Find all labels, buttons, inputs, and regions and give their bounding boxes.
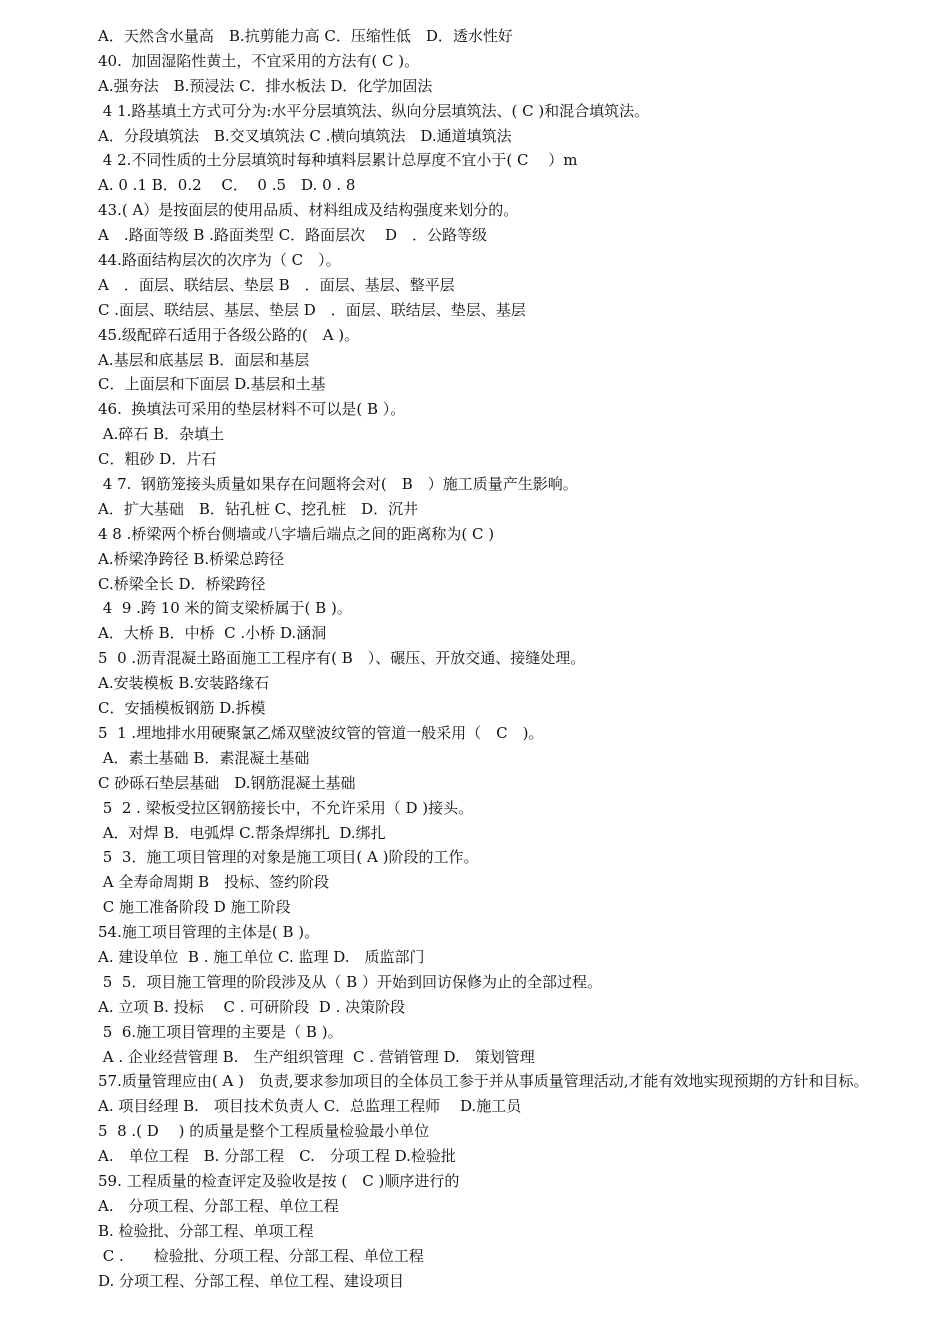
question-40: 40. 加固湿陷性黄土，不宜采用的方法有( C )。 xyxy=(98,51,420,70)
options-49: A．大桥 B．中桥 C .小桥 D.涵洞 xyxy=(98,624,327,643)
options-42: A. 0 .1 B．0.2 C． 0 .5 D. 0 . 8 xyxy=(98,176,356,195)
question-52: 5 2 . 梁板受拉区钢筋接长中，不允许采用（ D )接头。 xyxy=(98,798,474,817)
options-51-a: A．素土基础 B．素混凝土基础 xyxy=(98,748,310,767)
options-50-b: C．安插模板钢筋 D.拆模 xyxy=(98,699,266,718)
question-46: 46. 换填法可采用的垫层材料不可以是( B ）。 xyxy=(98,400,406,419)
question-44: 44.路面结构层次的次序为（ C ）。 xyxy=(98,251,341,270)
question-56: 5 6.施工项目管理的主要是（ B )。 xyxy=(98,1022,343,1041)
question-58: 5 8 .( D ) 的质量是整个工程质量检验最小单位 xyxy=(98,1122,430,1141)
question-50: 5 0 .沥青混凝土路面施工工程序有( B ）、碾压、开放交通、接缝处理。 xyxy=(98,649,586,668)
options-47: A．扩大基础 B．钻孔桩 C、挖孔桩 D．沉井 xyxy=(98,499,419,518)
options-44-a: A ．面层、联结层、垫层 B ．面层、基层、整平层 xyxy=(98,275,455,294)
question-45: 45.级配碎石适用于各级公路的( A )。 xyxy=(98,325,360,344)
question-59: 59. 工程质量的检查评定及验收是按 ( C )顺序进行的 xyxy=(98,1171,460,1190)
exam-question-list xyxy=(98,24,903,1293)
options-45-b: C．上面层和下面层 D.基层和土基 xyxy=(98,375,326,394)
options-56: A . 企业经营管理 B. 生产组织管理 C . 营销管理 D. 策划管理 xyxy=(98,1047,535,1066)
options-59-b: B. 检验批、分部工程、单项工程 xyxy=(98,1221,314,1240)
options-58: A. 单位工程 B. 分部工程 C. 分项工程 D.检验批 xyxy=(98,1147,456,1166)
options-44-b: C .面层、联结层、基层、垫层 D ．面层、联结层、垫层、基层 xyxy=(98,300,526,319)
question-51: 5 1 .埋地排水用硬聚氯乙烯双壁波纹管的管道一般采用（ C )。 xyxy=(98,723,544,742)
options-57: A. 项目经理 B. 项目技术负责人 C．总监理工程师 D.施工员 xyxy=(98,1097,522,1116)
question-42: 4 2.不同性质的土分层填筑时每种填料层累计总厚度不宜小于( C ）m xyxy=(98,151,578,170)
options-43: A .路面等级 B .路面类型 C．路面层次 D ．公路等级 xyxy=(98,226,487,245)
question-53: 5 3．施工项目管理的对象是施工项目( A )阶段的工作。 xyxy=(98,848,479,867)
options-46-a: A.碎石 B．杂填土 xyxy=(98,425,225,444)
question-54: 54.施工项目管理的主体是( B )。 xyxy=(98,923,320,942)
question-47: 4 7. 钢筋笼接头质量如果存在问题将会对( B ）施工质量产生影响。 xyxy=(98,475,578,494)
options-48-a: A.桥梁净跨径 B.桥梁总跨径 xyxy=(98,549,285,568)
options-51-b: C 砂砾石垫层基础 D.钢筋混凝土基础 xyxy=(98,773,356,792)
text-line: A．天然含水量高 B.抗剪能力高 C．压缩性低 D．透水性好 xyxy=(98,27,513,45)
options-48-b: C.桥梁全长 D．桥梁跨径 xyxy=(98,574,266,593)
options-53-a: A 全寿命周期 B 投标、签约阶段 xyxy=(98,873,330,892)
question-49: 4 9 .跨 10 米的简支梁桥属于( B )。 xyxy=(98,599,352,618)
options-50-a: A.安装模板 B.安装路缘石 xyxy=(98,674,270,693)
question-55: 5 5．项目施工管理的阶段涉及从（ B ）开始到回访保修为止的全部过程。 xyxy=(98,972,602,991)
options-46-b: C．粗砂 D．片石 xyxy=(98,450,217,469)
options-40: A.强夯法 B.预浸法 C．排水板法 D．化学加固法 xyxy=(98,76,433,95)
options-45-a: A.基层和底基层 B．面层和基层 xyxy=(98,350,310,369)
question-41: 4 1.路基填土方式可分为:水平分层填筑法、纵向分层填筑法、( C )和混合填筑法。 xyxy=(98,101,650,120)
question-57: 57.质量管理应由( A ) 负责,要求参加项目的全体员工参于并从事质量管理活动,才能有效地实现预期的方针和目标。 xyxy=(98,1072,869,1091)
options-41: A．分段填筑法 B.交叉填筑法 C .横向填筑法 D.通道填筑法 xyxy=(98,126,512,145)
question-43: 43.( A）是按面层的使用品质、材料组成及结构强度来划分的。 xyxy=(98,201,519,220)
question-48: 4 8 .桥梁两个桥台侧墙或八字墙后端点之间的距离称为( C ) xyxy=(98,524,495,543)
options-54: A. 建设单位 B . 施工单位 C. 监理 D. 质监部门 xyxy=(98,947,425,966)
options-53-b: C 施工准备阶段 D 施工阶段 xyxy=(98,898,291,917)
options-59-d: D. 分项工程、分部工程、单位工程、建设项目 xyxy=(98,1271,405,1290)
options-59-c: C . 检验批、分项工程、分部工程、单位工程 xyxy=(98,1246,424,1265)
options-52: A．对焊 B．电弧焊 C.帮条焊绑扎 D.绑扎 xyxy=(98,823,386,842)
options-55: A. 立项 B. 投标 C . 可研阶段 D . 决策阶段 xyxy=(98,997,406,1016)
options-59-a: A. 分项工程、分部工程、单位工程 xyxy=(98,1196,339,1215)
